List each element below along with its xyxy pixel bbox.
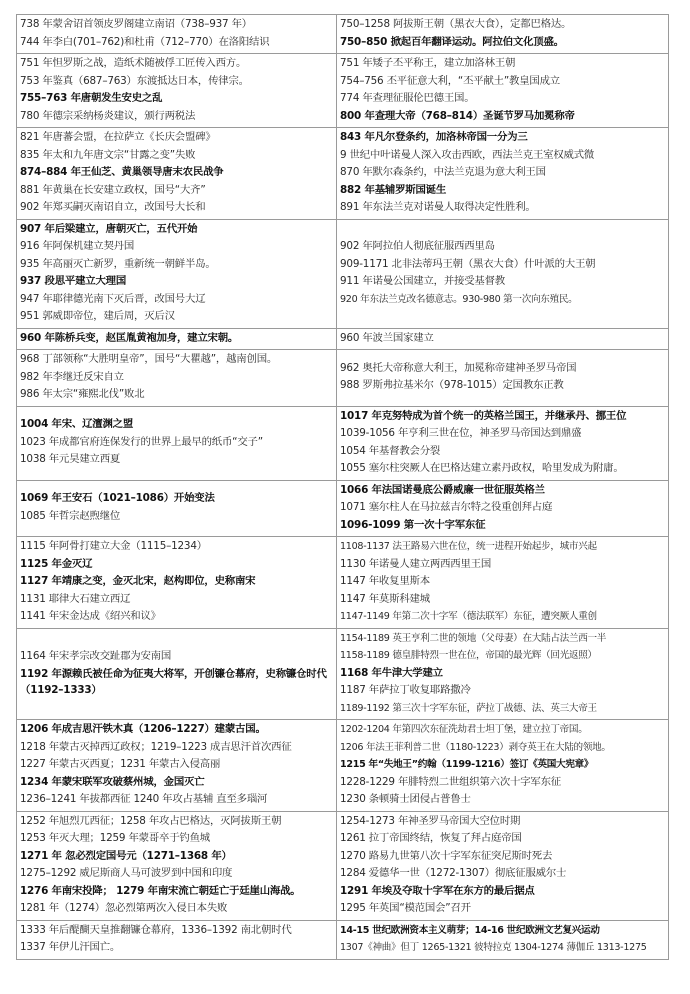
timeline-row bbox=[17, 811, 669, 920]
event-line: 821 年唐蕃会盟，在拉萨立《长庆会盟碑》 bbox=[20, 131, 216, 143]
timeline-row bbox=[17, 628, 669, 720]
timeline-row bbox=[17, 920, 669, 959]
event-line: 1141 年宋金达成《绍兴和议》 bbox=[20, 610, 161, 622]
china-events-cell bbox=[17, 811, 337, 920]
event-line: 1096-1099 第一次十字军东征 bbox=[340, 518, 486, 531]
timeline-row bbox=[17, 537, 669, 629]
event-line: 780 年德宗采纳杨炎建议，颁行两税法 bbox=[20, 109, 196, 122]
china-events-cell bbox=[17, 219, 337, 328]
timeline-row bbox=[17, 480, 669, 537]
event-line: 1189-1192 第三次十字军东征，萨拉丁战德、法、英三大帝王 bbox=[340, 702, 597, 714]
event-line: 1147 年莫斯科建城 bbox=[340, 592, 430, 605]
event-line: 1281 年（1274）忽必烈第两次入侵日本失败 bbox=[20, 902, 228, 914]
event-line: 1108-1137 法王路易六世在位，统一进程开始起步，城市兴起 bbox=[340, 541, 597, 552]
event-line: 1215 年“失地王”约翰（1199-1216）签订《英国大宪章》 bbox=[340, 759, 594, 770]
timeline-row bbox=[17, 219, 669, 328]
event-line: 1069 年王安石（1021–1086）开始变法 bbox=[20, 492, 215, 505]
timeline-row bbox=[17, 328, 669, 350]
event-line: 1254-1273 年神圣罗马帝国大空位时期 bbox=[340, 814, 521, 827]
event-line: 1023 年成都官府连保发行的世界上最早的纸币“交子” bbox=[20, 435, 263, 448]
event-line: 1227 年蒙古灭西夏；1231 年蒙古入侵高丽 bbox=[20, 758, 221, 770]
event-line: 1333 年后醍醐天皇推翻镰仓幕府，1336–1392 南北朝时代 bbox=[20, 923, 292, 936]
event-line: 962 奥托大帝称意大利王，加冕称帝建神圣罗马帝国 bbox=[340, 361, 577, 374]
event-line: 911 年诺曼公国建立，并接受基督教 bbox=[340, 275, 506, 287]
world-events-cell bbox=[337, 350, 669, 407]
world-events-cell bbox=[337, 406, 669, 480]
event-line: 891 年东法兰克对诺曼人取得决定性胜利。 bbox=[340, 201, 536, 213]
event-line: 1164 年宋孝宗改交趾郡为安南国 bbox=[20, 650, 172, 662]
event-line: 1085 年哲宗赵煦继位 bbox=[20, 509, 121, 522]
event-line: 1234 年蒙宋联军攻破蔡州城，金国灭亡 bbox=[20, 775, 205, 788]
china-events-cell bbox=[17, 54, 337, 128]
event-line: 1071 塞尔柱人在马拉兹吉尔特之役重创拜占庭 bbox=[340, 501, 553, 513]
event-line: 1017 年克努特成为首个统一的英格兰国王，并继承丹、挪王位 bbox=[340, 409, 627, 422]
event-line: 1284 爱德华一世（1272-1307）彻底征服威尔士 bbox=[340, 867, 567, 879]
timeline-row bbox=[17, 15, 669, 54]
china-events-cell bbox=[17, 350, 337, 407]
event-line: 14-15 世纪欧洲资本主义萌芽；14-16 世纪欧洲文艺复兴运动 bbox=[340, 924, 600, 936]
world-events-cell bbox=[337, 720, 669, 812]
event-line: 750–1258 阿拔斯王朝（黑衣大食），定都巴格达。 bbox=[340, 18, 572, 30]
event-line: 1228-1229 年腓特烈二世组织第六次十字军东征 bbox=[340, 775, 561, 788]
event-line: 902 年郑买嗣灭南诏自立，改国号大长和 bbox=[20, 201, 206, 213]
event-line: 1236–1241 年拔都西征 1240 年攻占基辅 直至多瑙河 bbox=[20, 793, 268, 805]
world-events-cell bbox=[337, 920, 669, 959]
event-line: 1230 条顿骑士团侵占普鲁士 bbox=[340, 793, 471, 805]
event-line: 754–756 丕平征意大利，“丕平献土”教皇国成立 bbox=[340, 74, 560, 87]
event-line: 986 年太宗“雍熙北伐”败北 bbox=[20, 388, 145, 400]
event-line: 988 罗斯弗拉基米尔（978-1015）定国教东正教 bbox=[340, 379, 564, 392]
event-line: 1168 年牛津大学建立 bbox=[340, 666, 443, 679]
event-line: 870 年默尔森条约，中法兰克退为意大利王国 bbox=[340, 166, 546, 178]
event-line: 916 年阿保机建立契丹国 bbox=[20, 240, 135, 252]
timeline-table-body bbox=[17, 15, 669, 960]
event-line: 947 年耶律德光南下灭后晋，改国号大辽 bbox=[20, 292, 206, 305]
event-line: 874–884 年王仙芝、黄巢领导唐末农民战争 bbox=[20, 166, 224, 178]
event-line: 1253 年灭大理；1259 年蒙哥卒于钓鱼城 bbox=[20, 832, 210, 844]
world-events-cell bbox=[337, 15, 669, 54]
world-events-cell bbox=[337, 54, 669, 128]
event-line: 1291 年埃及夺取十字军在东方的最后据点 bbox=[340, 884, 535, 897]
china-events-cell bbox=[17, 15, 337, 54]
china-events-cell bbox=[17, 920, 337, 959]
event-line: 1055 塞尔柱突厥人在巴格达建立素丹政权，哈里发成为附庸。 bbox=[340, 462, 624, 474]
event-line: 935 年高丽灭亡新罗，重新统一朝鲜半岛。 bbox=[20, 257, 216, 270]
world-events-cell bbox=[337, 537, 669, 629]
event-line: 751 年矮子丕平称王，建立加洛林王朝 bbox=[340, 57, 516, 69]
event-line: 753 年鉴真（687–763）东渡抵达日本，传律宗。 bbox=[20, 74, 249, 87]
event-line: 1252 年旭烈兀西征；1258 年攻占巴格达，灭阿拔斯王朝 bbox=[20, 814, 282, 827]
event-line: 881 年黄巢在长安建立政权，国号“大齐” bbox=[20, 183, 206, 196]
event-line: 843 年凡尔登条约，加洛林帝国一分为三 bbox=[340, 131, 528, 143]
world-events-cell bbox=[337, 628, 669, 720]
china-events-cell bbox=[17, 720, 337, 812]
event-line: 1127 年靖康之变，金灭北宋，赵构即位，史称南宋 bbox=[20, 575, 256, 587]
event-line: 907 年后梁建立，唐朝灭亡，五代开始 bbox=[20, 222, 198, 235]
event-line: 1115 年阿骨打建立大金（1115–1234） bbox=[20, 540, 207, 552]
event-line: 951 郭威即帝位，建后周，灭后汉 bbox=[20, 310, 175, 322]
event-line: 1206 年成吉思汗铁木真（1206–1227）建蒙古国。 bbox=[20, 723, 266, 735]
event-line: 960 年波兰国家建立 bbox=[340, 331, 434, 344]
event-line: 1147-1149 年第二次十字军（德法联军）东征，遭突厥人重创 bbox=[340, 611, 597, 622]
event-line: 1218 年蒙古灭掉西辽政权；1219–1223 成吉思汗首次西征 bbox=[20, 740, 292, 753]
event-line: 920 年东法兰克改名德意志。930-980 第一次向东殖民。 bbox=[340, 293, 578, 305]
event-line: 738 年蒙舍诏首领皮罗阁建立南诏（738–937 年） bbox=[20, 18, 252, 30]
timeline-row bbox=[17, 350, 669, 407]
event-line: 1154-1189 英王亨利二世的领地（父母妻）在大陆占法兰西一半 bbox=[340, 632, 607, 644]
event-line: 909-1171 北非法蒂玛王朝（黑衣大食）什叶派的大王朝 bbox=[340, 257, 596, 270]
event-line: 9 世纪中叶诺曼人深入攻击西欧，西法兰克王室权威式微 bbox=[340, 148, 595, 161]
world-events-cell bbox=[337, 328, 669, 350]
event-line: 774 年查理征服伦巴德王国。 bbox=[340, 92, 475, 104]
event-line: 937 段思平建立大理国 bbox=[20, 275, 127, 287]
china-events-cell bbox=[17, 628, 337, 720]
event-line: 1054 年基督教会分裂 bbox=[340, 444, 441, 457]
event-line: 1038 年元昊建立西夏 bbox=[20, 453, 121, 466]
world-events-cell bbox=[337, 480, 669, 537]
event-line: 1039-1056 年亨利三世在位，神圣罗马帝国达到鼎盛 bbox=[340, 427, 582, 439]
world-events-cell bbox=[337, 219, 669, 328]
timeline-row bbox=[17, 720, 669, 812]
event-line: 1004 年宋、辽澶渊之盟 bbox=[20, 418, 134, 431]
event-line: 1131 耶律大石建立西辽 bbox=[20, 592, 131, 605]
event-line: 882 年基辅罗斯国诞生 bbox=[340, 183, 447, 196]
china-events-cell bbox=[17, 480, 337, 537]
event-line: 960 年陈桥兵变，赵匡胤黄袍加身，建立宋朝。 bbox=[20, 331, 239, 344]
timeline-row bbox=[17, 54, 669, 128]
china-events-cell bbox=[17, 128, 337, 220]
timeline-row bbox=[17, 406, 669, 480]
event-line: 1275–1292 威尼斯商人马可波罗到中国和印度 bbox=[20, 867, 233, 879]
event-line: 1202-1204 年第四次东征洗劫君士坦丁堡，建立拉丁帝国。 bbox=[340, 724, 588, 735]
event-line: 750–850 掀起百年翻译运动。阿拉伯文化顶盛。 bbox=[340, 35, 564, 48]
event-line: 835 年太和九年唐文宗“甘露之变”失败 bbox=[20, 148, 196, 161]
world-events-cell bbox=[337, 811, 669, 920]
event-line: 1295 年英国“模范国会”召开 bbox=[340, 902, 471, 914]
event-line: 1192 年源赖氏被任命为征夷大将军，开创镰仓幕府，史称镰仓时代（1192–1333） bbox=[20, 667, 327, 696]
event-line: 1271 年 忽必烈定国号元（1271–1368 年） bbox=[20, 849, 232, 862]
event-line: 968 丁部领称“大胜明皇帝”，国号“大瞿越”，越南创国。 bbox=[20, 353, 278, 365]
event-line: 1130 年诺曼人建立两西西里王国 bbox=[340, 557, 492, 570]
event-line: 1307《神曲》但丁 1265-1321 彼特拉克 1304-1274 薄伽丘 1313-1275 bbox=[340, 942, 647, 953]
event-line: 1276 年南宋投降； 1279 年南宋流亡朝廷亡于廷崖山海战。 bbox=[20, 884, 301, 897]
china-events-cell bbox=[17, 406, 337, 480]
event-line: 902 年阿拉伯人彻底征服西西里岛 bbox=[340, 240, 495, 252]
event-line: 1270 路易九世第八次十字军东征突尼斯时死去 bbox=[340, 849, 553, 862]
event-line: 1187 年萨拉丁收复耶路撒冷 bbox=[340, 684, 471, 696]
event-line: 982 年李继迁反宋自立 bbox=[20, 370, 124, 383]
event-line: 1125 年金灭辽 bbox=[20, 557, 93, 570]
timeline-row bbox=[17, 128, 669, 220]
event-line: 744 年李白(701–762)和杜甫（712–770）在洛阳结识 bbox=[20, 35, 270, 48]
event-line: 1158-1189 德皇腓特烈一世在位，帝国的最光辉（回光返照） bbox=[340, 650, 597, 661]
event-line: 1337 年伊儿汗国亡。 bbox=[20, 941, 121, 953]
event-line: 1147 年收复里斯本 bbox=[340, 575, 430, 587]
event-line: 1206 年法王菲利普二世（1180-1223）剥夺英王在大陆的领地。 bbox=[340, 741, 611, 753]
event-line: 751 年怛罗斯之战，造纸术随被俘工匠传入西方。 bbox=[20, 57, 247, 69]
world-events-cell bbox=[337, 128, 669, 220]
timeline-table bbox=[16, 14, 669, 960]
china-events-cell bbox=[17, 328, 337, 350]
china-events-cell bbox=[17, 537, 337, 629]
event-line: 800 年查理大帝（768–814）圣诞节罗马加冕称帝 bbox=[340, 109, 575, 122]
event-line: 1066 年法国诺曼底公爵威廉一世征服英格兰 bbox=[340, 483, 545, 496]
event-line: 1261 拉丁帝国终结，恢复了拜占庭帝国 bbox=[340, 832, 522, 844]
event-line: 755–763 年唐朝发生安史之乱 bbox=[20, 92, 163, 104]
